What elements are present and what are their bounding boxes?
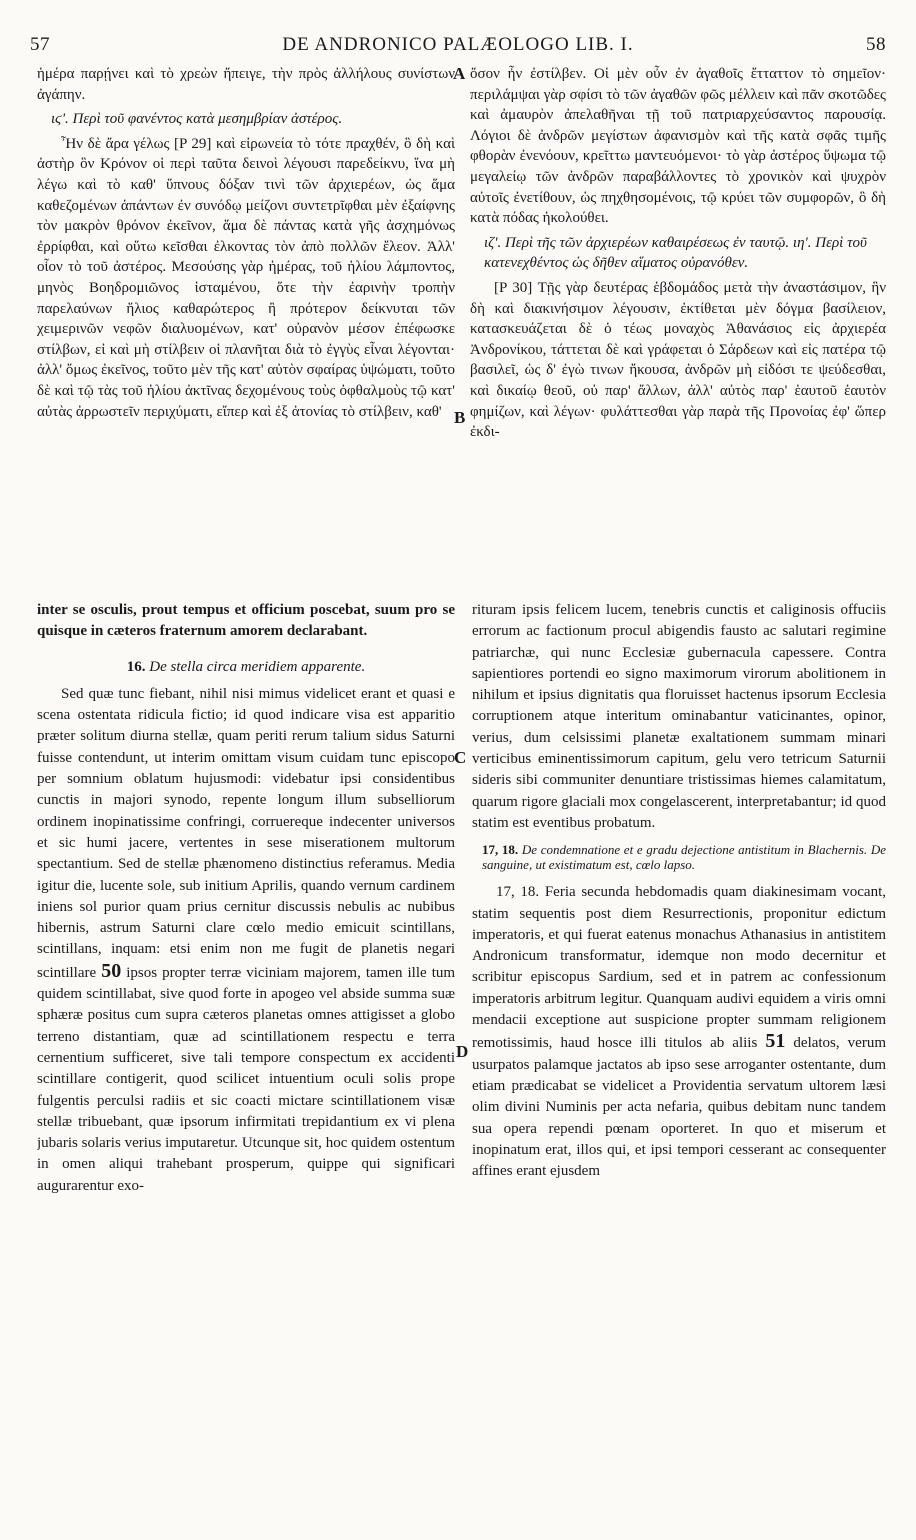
section-heading-greek: ιζ'. Περὶ τῆς τῶν ἀρχιερέων καθαιρέσεως ἐν ταυτῷ. ιη'. Περὶ τοῦ κατενεχθέντος ὡς δῆθεν αἵματος οὐρανόθεν. bbox=[484, 234, 867, 272]
latin-column-left bbox=[37, 600, 455, 1510]
greek-paragraph: [P 30] Τῇς γὰρ δευτέρας ἑβδομάδος μετὰ τὴν ἀναστάσιμον, ἣν δὴ καὶ διακινήσιμον λέγουσιν, ἐκτίθεται μὲν δόγμα βασίλειον, κατασκευάζεται δὲ ὁ τέως μοναχὸς Ἀθανάσιος εἰς ἀρχιερέα Ἀνδρονίκου, τάττεται δὲ καὶ γράφεται ὁ Σάρδεων καὶ εἰς πατέρα τῷ βασιλεῖ, ὡς δ' ἐγὼ τινων ἤκουσα, ἀνδρῶν μὴ εἰδόσι τε ψεύδεσθαι, καὶ δικαίῳ θεοῦ, οὐ παρ' ἄλλων, ἀλλ' αὐτὸς παρ' ἑαυτοῦ ἑαυτὸν φημίζων, καὶ λέγων· φυλάττεσθαι γὰρ παρὰ τῆς Προνοίας ἐφ' ὥπερ ἐκδι- bbox=[470, 279, 886, 441]
running-header bbox=[30, 34, 886, 58]
section-heading-latin bbox=[37, 657, 455, 678]
page-number-right: 58 bbox=[866, 34, 886, 55]
latin-text: Feria secunda hebdomadis quam diakinesimam vocant, statim sequentis post diem Resurrectionis, proponitur edictum imperatoris, et qui fuerat eatenus monachus Athanasius in antistitem Andronicum transformatur, idemque non modo decernitur et scribitur episcopus Sardium, sed et in patrem ac confessionum imperatoris arbitrum legitur. Quanquam audivi equidem a viris omni mendacii exceptione aut suspicione propter summam religionem remotissimis, haud hosce illi titulos ab aliis bbox=[472, 884, 886, 1052]
greek-column-left bbox=[37, 64, 455, 594]
latin-paragraph: rituram ipsis felicem lucem, tenebris cunctis et caliginosis offuciis errorum ac factionum procul abigendis fausto ac salutari regimine patriarchæ, qui nunc Ecclesiæ gubernacula capessere. Contra sapientiores portendi eo signo maximorum virorum abolitionem in nihilum et ipsius dignitatis qua floruisset hactenus ipsorum Ecclesia corruptionem atque interitum ominabantur vaticinantes, opinor, verius, dum celsissimi planetæ exaltationem summam minari verticibus eminentissimorum capitum, gelu vero tetricum Saturnii sideris sibi communiter denuntiare tristissimas hiemes calamitatum, quarum rigore glaciali mox congelascerent, interpretabantur; id quod statim est eventibus probatum. bbox=[472, 602, 886, 831]
section-number: 17, 18. bbox=[482, 842, 519, 858]
latin-paragraph bbox=[472, 882, 886, 1182]
latin-text: Sed quæ tunc fiebant, nihil nisi mimus videlicet erant et quasi e scena ostentata ridicula fictio; id quod indicare visa est apparitio præter solitum diurna stellæ, quam periti rerum talium sidus Saturni fuisse contendunt, ut interim omittam visum cuidam tunc episcopo per somnium oblatum hujusmodi: videbatur ipsi considentibus cunctis in majori synodo, repente longum illum subselliorum ordinem inopinatissime confringi, corruereque indecenter universos et sic humi jacere, vertentes in sese miserationem multorum spectantium. Sed de stellæ phænomeno distinctius referamus. Media igitur die, lucente sole, sub initium Aprilis, quando vernum cardinem iniens sol purior quam prius cernitur discussis nebulis ac nubibus hibernis, astrum Saturni clare cœlo medio emicuit scintillans, scintillans, inquam: etsi enim non me fugit de planetis negari scintillare bbox=[37, 685, 455, 981]
margin-marker-d: D bbox=[456, 1042, 469, 1061]
original-page-marker: 50 bbox=[101, 959, 122, 982]
margin-marker-b: B bbox=[454, 408, 466, 427]
original-page-marker: 51 bbox=[765, 1030, 786, 1053]
section-title: De condemnatione et e gradu dejectione antistitum in Blachernis. De sanguine, ut existimatum est, cœlo lapso. bbox=[482, 842, 886, 873]
page-number-left: 57 bbox=[30, 34, 50, 55]
latin-paragraph: inter se osculis, prout tempus et officium poscebat, suum pro se quisque in cæteros fraternum amorem declarabant. bbox=[37, 602, 455, 640]
section-number: 16. bbox=[126, 658, 146, 675]
margin-marker-c: C bbox=[454, 748, 467, 767]
margin-marker-a: A bbox=[453, 64, 466, 83]
section-heading-greek: ιϛ'. Περὶ τοῦ φανέντος κατὰ μεσημβρίαν ἀστέρος. bbox=[51, 111, 343, 128]
latin-text: ipsos propter terræ viciniam majorem, tamen ille tum quidem scintillabat, sive quod forte in apogeo vel abside summa suæ sphæræ positus cum supra cæteros planetas omnes attigisset a globo terreno distantiam, quæ ad scintillationem respectu e terra cernentium sufficeret, sive tali tempore conspectum ex accidenti scintillare contigerit, quod scilicet intuentium oculi solis prope fulgentis perculsi radiis et sic coacti mictare scintillationem visæ stellæ tribuebant, quæ ipsorum infirmitati trepidantium ex vi plena jubaris solaris verius imputaretur. Utcunque sit, hoc quidem ostentum in omen aliqui trahebant prosperum, quippe qui significari augurarentur exo- bbox=[37, 964, 455, 1194]
greek-column-right bbox=[470, 64, 886, 594]
latin-paragraph bbox=[37, 684, 455, 1197]
section-number: 17, 18. bbox=[496, 884, 540, 901]
greek-paragraph: ὅσον ἦν ἐστίλβεν. Οἱ μὲν οὖν ἐν ἀγαθοῖς ἔτταττον τὸ σημεῖον· περιλάμψαι γὰρ σφίσι τὸ τῶν ἀγαθῶν φῶς μέλλειν καὶ πᾶν σκοτῶδες καὶ ἀμαυρὸν ἀπελαθῆναι τῇ τοῦ πατριαρχεύσαντος παρουσίᾳ. Λόγιοι δὲ ἀνδρῶν μεγίστων ἀφανισμὸν καὶ τῆς κατὰ σφᾶς τιμῆς φθορὰν ἐνενόουν, κρεῖττω μαντευόμενοι· τὸ γὰρ ἀστέρος ὕψωμα τῷ μεγαλείῳ τῶν ἀνδρῶν παραβάλλοντες τὸ χρονικὸν καὶ ψυχρὸν αὐτοῖς ἐνετίθουν, ὡς πηχθησομένοις, τῷ κρύει τῶν συμφορῶν, ὃ δὴ κατὰ πόδας ἠκολούθει. bbox=[470, 66, 886, 227]
section-heading-latin bbox=[472, 842, 886, 872]
greek-paragraph: Ἦν δὲ ἄρα γέλως [P 29] καὶ εἰρωνεία τὸ τότε πραχθέν, ὃ δὴ καὶ ἀστὴρ ὃν Κρόνον οἱ περὶ ταῦτα δεινοὶ λέγουσι παρεδείκνυ, ἵνα μὴ λέγω καὶ τὸ καθ' ὕπνους δόξαν τινὶ τῶν ἀρχιερέων, ὡς ἅμα καθεζομένων ἁπάντων ἐν συνόδῳ μείζονι συντετρῖφθαι μὲν ἐξαίφνης τὸν μακρὸν θρόνον ἐκεῖνον, ἅμα δὲ πάντας κατὰ γῆς ἀσχημόνως ἐρρίφθαι, καὶ οὕτω κεῖσθαι ἐλκοντας τὸν ἀπὸ πολλῶν ἔλεον. Ἀλλ' οἷον τὸ τοῦ ἀστέρος. Μεσούσης γὰρ ἡμέρας, τοῦ ἡλίου λάμποντος, μηνὸς Βοηδρομιῶνος ἱσταμένου, ὅτε τὴν ἐαρινὴν τροπὴν παρελαύνων ἥλιος καθαρώτερος ἢ πρότερον δείκνυται τῶν χειμερινῶν νεφῶν διαλυομένων, κατ' οὐρανὸν μέσον ἐπέφωσκε στίλβων, εἰ καὶ μὴ στίλβειν οἱ πλανῆται διὰ τὸ ἐγγὺς εἶναι λέγονται· ἀλλ' ὅμως ἐκεῖνος, τοῦτο μὲν τῆς κατ' αὐτὸν σφαίρας ὑψώματι, τοῦτο δὲ καὶ τῷ τὰς τοῦ ἡλίου ἀκτῖνας δεχομένους τοὺς ὀφθαλμοὺς τῷ κατ' αὐτὰς ἀρρωστεῖν περιχύματι, εἴπερ καὶ ἐξ ἀτονίας τὸ στίλβειν, καθ' bbox=[37, 135, 455, 420]
section-title: De stella circa meridiem apparente. bbox=[149, 658, 366, 675]
latin-text: delatos, verum usurpatos palamque jactatos ab ipso sese arroganter ostentante, dum etiam prædicabat se videlicet a Providentia servatum ultorem læsi olim divini Numinis per acta nefaria, quibus debitam nunc tandem sua opera rependi pœnam oporteret. In quo et miserum et inopinatum erat, illos qui, et ipsi tempori cesserant ac consequenter affines erant ejusdem bbox=[472, 1035, 886, 1180]
latin-column-right bbox=[472, 600, 886, 1510]
greek-paragraph: ἡμέρα παρῄνει καὶ τὸ χρεὼν ἤπειγε, τὴν πρὸς ἀλλήλους συνίστων ἀγάπην. bbox=[37, 66, 455, 103]
running-title: DE ANDRONICO PALÆOLOGO LIB. I. bbox=[282, 34, 634, 55]
